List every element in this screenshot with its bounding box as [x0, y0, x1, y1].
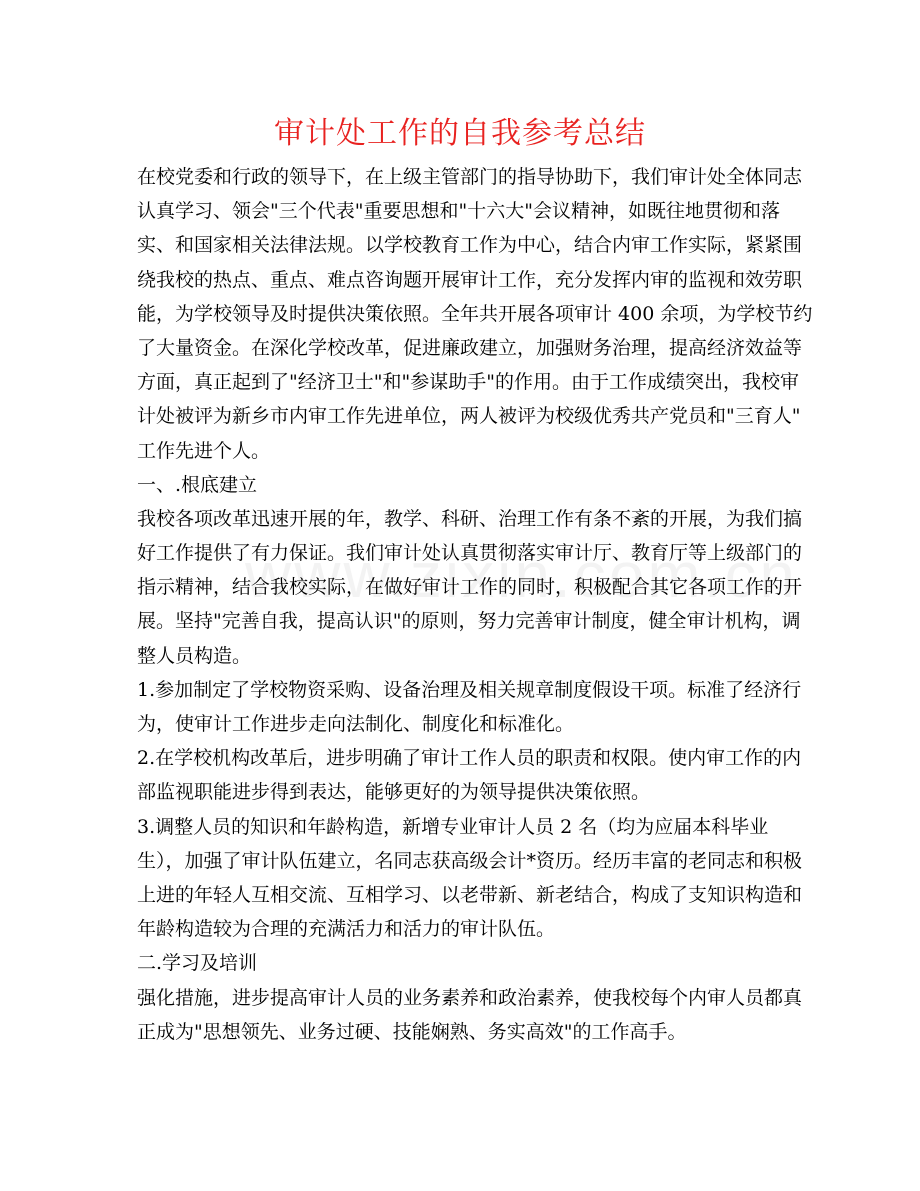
paragraph-line: 展。坚持"完善自我，提高认识"的原则，努力完善审计制度，健全审计机构，调 — [137, 610, 801, 633]
list-item-line: 为，使审计工作进步走向法制化、制度化和标准化。 — [137, 713, 575, 735]
section-heading: 一、.根底建立 — [137, 473, 258, 496]
paragraph-line: 方面，真正起到了"经济卫士"和"参谋助手"的作用。由于工作成绩突出，我校审 — [137, 371, 799, 394]
list-item-line: 2.在学校机构改革后，进步明确了审计工作人员的职责和权限。使内审工作的内 — [137, 747, 802, 770]
list-item-line: 上进的年轻人互相交流、互相学习、以老带新、新老结合，构成了支知识构造和 — [137, 883, 803, 906]
paragraph-line: 我校各项改革迅速开展的年，教学、科研、治理工作有条不紊的开展，为我们搞 — [137, 507, 803, 530]
paragraph-line: 了大量资金。在深化学校改革，促进廉政建立，加强财务治理，提高经济效益等 — [137, 336, 803, 359]
paragraph-line: 在校党委和行政的领导下，在上级主管部门的指导协助下，我们审计处全体同志 — [137, 166, 803, 188]
paragraph-line: 能，为学校领导及时提供决策依照。全年共开展各项审计 400 余项，为学校节约 — [137, 302, 813, 325]
paragraph-line: 实、和国家相关法律法规。以学校教育工作为中心，结合内审工作实际，紧紧围 — [137, 234, 803, 257]
list-item-line: 年龄构造较为合理的充满活力和活力的审计队伍。 — [137, 918, 556, 941]
paragraph-line: 整人员构造。 — [137, 644, 252, 667]
list-item-line: 生），加强了审计队伍建立，名同志获高级会计*资历。经历丰富的老同志和积极 — [137, 849, 803, 872]
paragraph-line: 指示精神，结合我校实际，在做好审计工作的同时，积极配合其它各项工作的开 — [137, 576, 803, 599]
paragraph-line: 计处被评为新乡市内审工作先进单位，两人被评为校级优秀共产党员和"三育人" — [137, 405, 801, 428]
paragraph-line: 工作先进个人。 — [137, 439, 271, 462]
list-item-line: 部监视职能进步得到表达，能够更好的为领导提供决策依照。 — [137, 781, 651, 804]
document-title: 审计处工作的自我参考总结 — [274, 116, 646, 151]
list-item-line: 3.调整人员的知识和年龄构造，新增专业审计人员 2 名（均为应届本科毕业 — [137, 815, 769, 838]
paragraph-line: 强化措施，进步提高审计人员的业务素养和政治素养，使我校每个内审人员都真 — [137, 986, 803, 1009]
paragraph-line: 认真学习、领会"三个代表"重要思想和"十六大"会议精神，如既往地贯彻和落 — [137, 200, 780, 223]
list-item-line: 1.参加制定了学校物资采购、设备治理及相关规章制度假设干项。标准了经济行 — [137, 678, 802, 701]
section-heading: 二.学习及培训 — [137, 952, 258, 975]
paragraph-line: 正成为"思想领先、业务过硬、技能娴熟、务实高效"的工作高手。 — [137, 1020, 687, 1043]
paragraph-line: 好工作提供了有力保证。我们审计处认真贯彻落实审计厅、教育厅等上级部门的 — [137, 542, 803, 565]
paragraph-line: 绕我校的热点、重点、难点咨询题开展审计工作，充分发挥内审的监视和效劳职 — [137, 268, 803, 291]
document-body — [137, 160, 813, 1049]
